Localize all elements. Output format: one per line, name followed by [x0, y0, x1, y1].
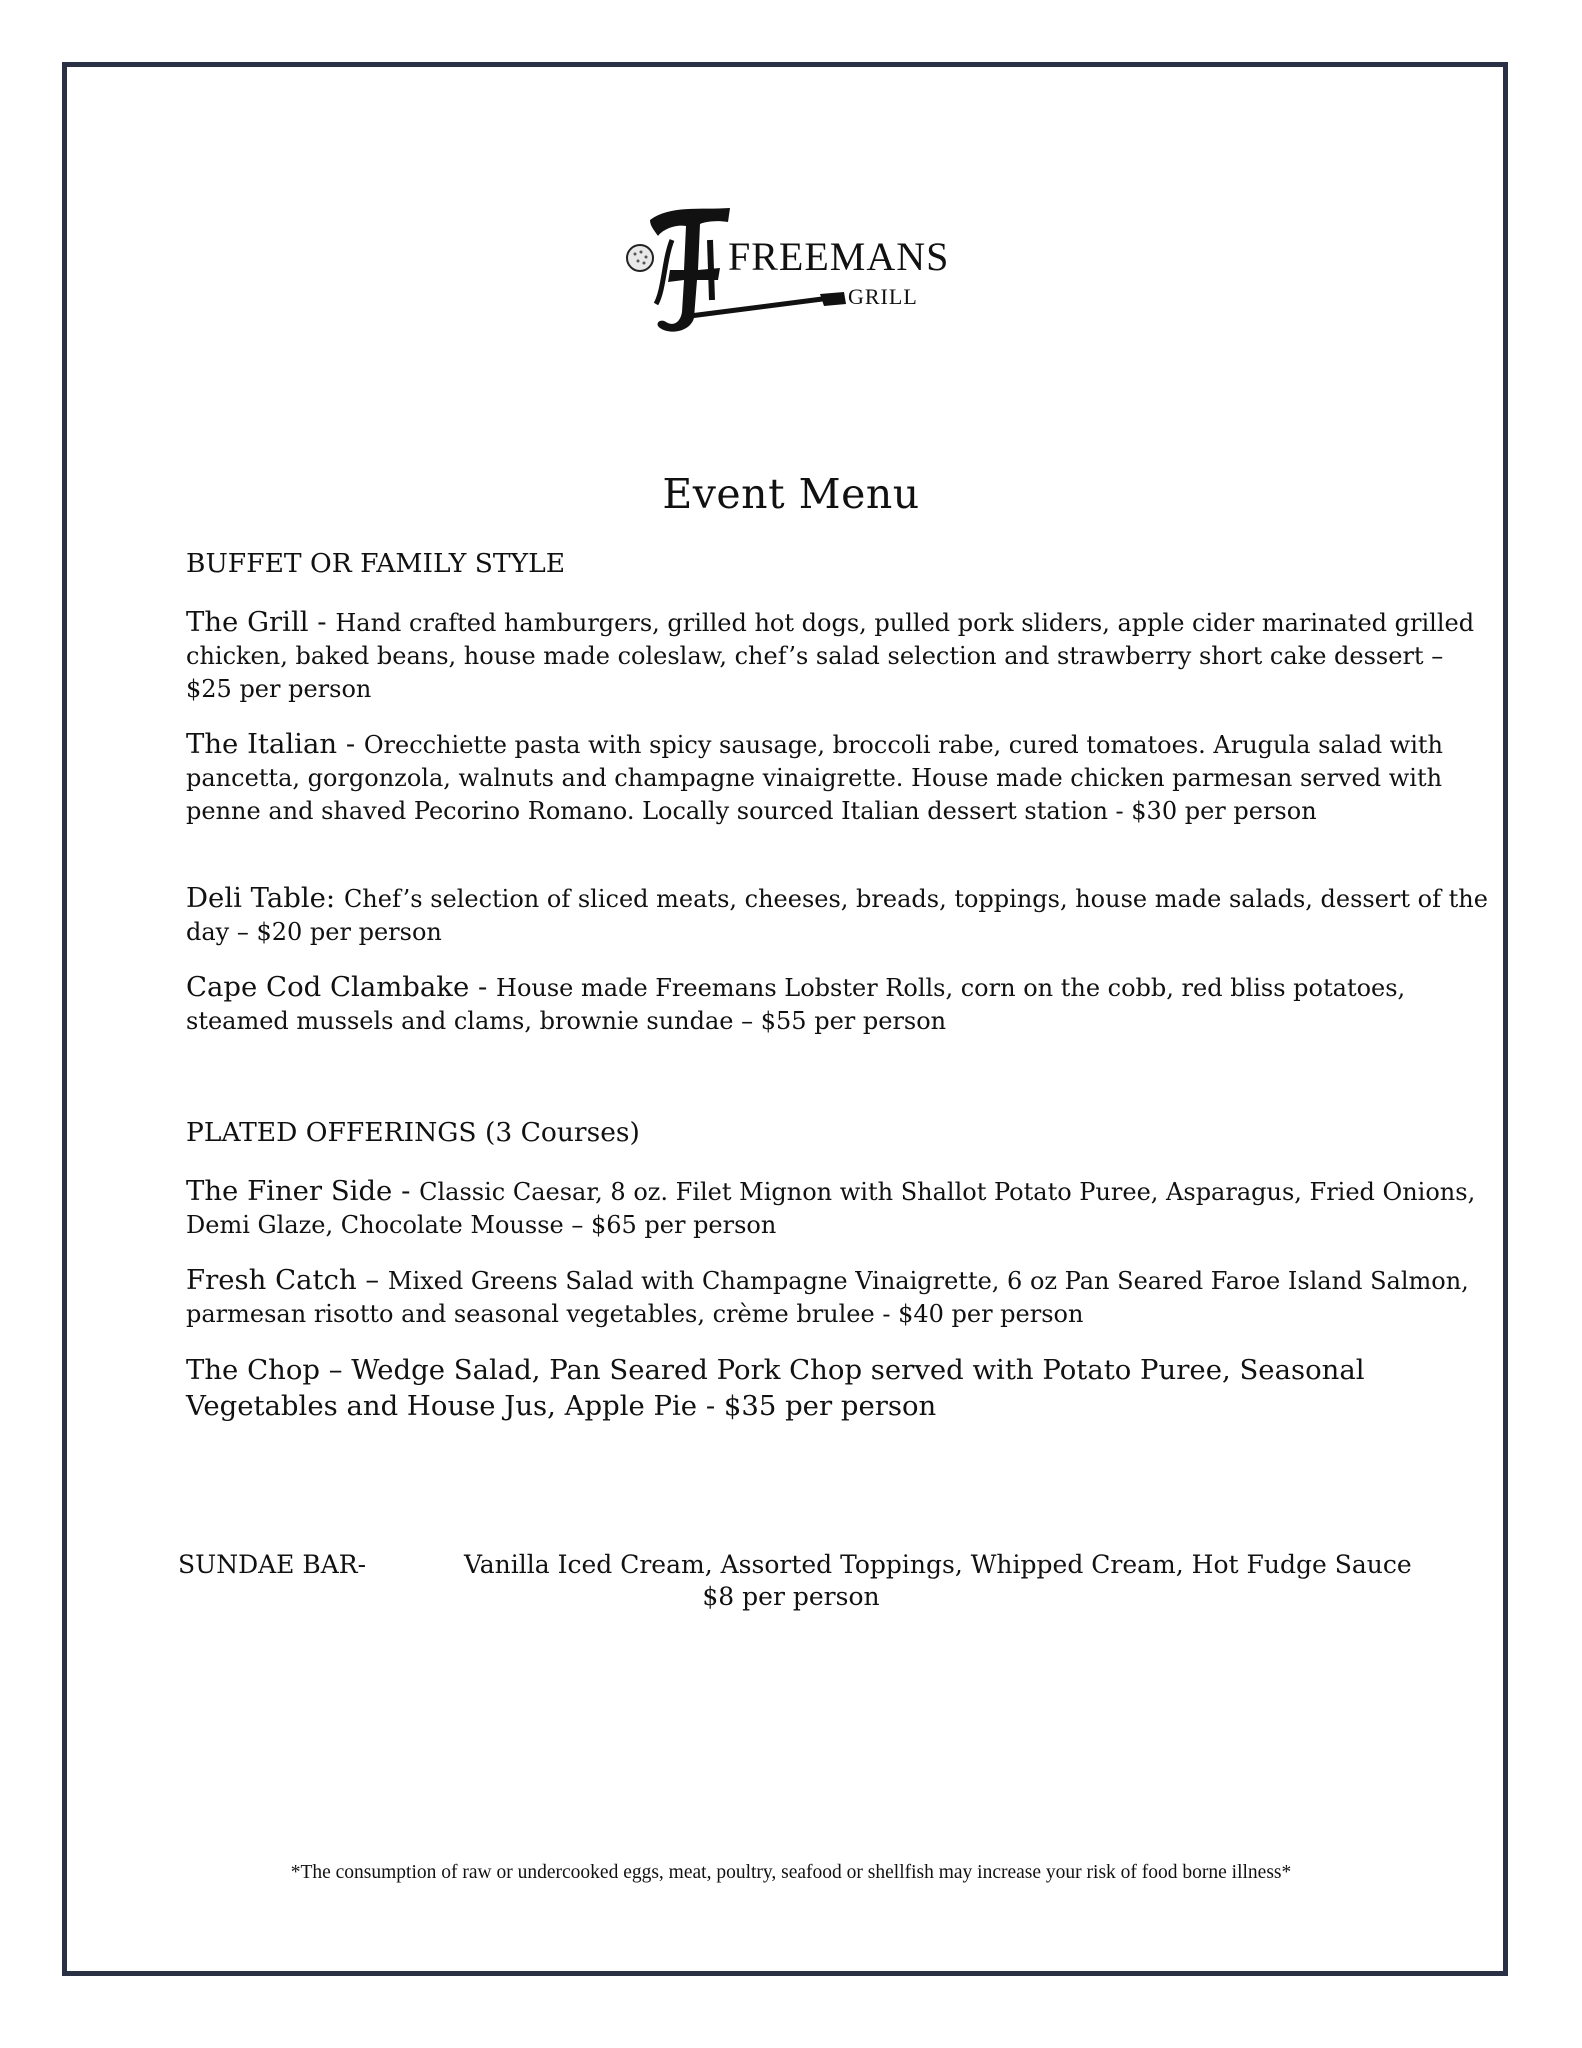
plated-heading: PLATED OFFERINGS (3 Courses): [186, 1117, 640, 1148]
menu-item-deli-table: [186, 882, 1496, 949]
item-name: The Grill -: [186, 606, 336, 638]
item-name: The Chop –: [186, 1354, 352, 1386]
freemans-grill-logo: [620, 200, 950, 340]
menu-item-the-grill: [186, 606, 1496, 706]
item-name: Deli Table:: [186, 882, 344, 914]
logo-wordmark: FREEMANS: [728, 234, 950, 279]
menu-item-cape-cod-clambake: [186, 971, 1496, 1038]
item-name: The Finer Side -: [186, 1175, 420, 1207]
item-description: Chef’s selection of sliced meats, cheeses, breads, toppings, house made salads, dessert of the day – $20 per person: [186, 885, 1488, 946]
page-title: Event Menu: [662, 470, 920, 518]
item-name: Fresh Catch –: [186, 1264, 388, 1296]
menu-item-the-chop: [186, 1352, 1496, 1424]
sundae-bar-description: Vanilla Iced Cream, Assorted Toppings, Whipped Cream, Hot Fudge Sauce: [464, 1550, 1412, 1579]
logo-subtitle: GRILL: [848, 284, 918, 309]
item-name: Cape Cod Clambake -: [186, 971, 497, 1003]
menu-item-the-finer-side: [186, 1175, 1496, 1242]
item-description: Orecchiette pasta with spicy sausage, broccoli rabe, cured tomatoes. Arugula salad with pancetta, gorgonzola, walnuts and champagne vinaigrette. House made chicken parmesan served with penne and shaved Pecorino Romano. Locally sourced Italian dessert station - $30 per person: [186, 731, 1444, 825]
item-description: Classic Caesar, 8 oz. Filet Mignon with Shallot Potato Puree, Asparagus, Fried Onions, Demi Glaze, Chocolate Mousse – $65 per person: [186, 1178, 1476, 1239]
item-name: The Italian -: [186, 728, 364, 760]
item-description: Hand crafted hamburgers, grilled hot dogs, pulled pork sliders, apple cider marinated grilled chicken, baked beans, house made coleslaw, chef’s salad selection and strawberry short cake dessert – $25 per person: [186, 609, 1475, 703]
item-description: House made Freemans Lobster Rolls, corn on the cobb, red bliss potatoes, steamed mussels and clams, brownie sundae – $55 per person: [186, 974, 1406, 1035]
item-description: Wedge Salad, Pan Seared Pork Chop served with Potato Puree, Seasonal Vegetables and House Jus, Apple Pie - $35 per person: [186, 1354, 1365, 1422]
food-safety-disclaimer: *The consumption of raw or undercooked eggs, meat, poultry, seafood or shellfish may increase your risk of food borne illness*: [290, 1862, 1292, 1883]
item-description: Mixed Greens Salad with Champagne Vinaigrette, 6 oz Pan Seared Faroe Island Salmon, parmesan risotto and seasonal vegetables, crème brulee - $40 per person: [186, 1267, 1469, 1328]
menu-item-fresh-catch: [186, 1264, 1496, 1331]
sundae-bar-price: $8 per person: [702, 1582, 880, 1611]
menu-item-the-italian: [186, 728, 1496, 828]
buffet-heading: BUFFET OR FAMILY STYLE: [186, 548, 566, 579]
sundae-bar-label: SUNDAE BAR-: [178, 1550, 367, 1579]
